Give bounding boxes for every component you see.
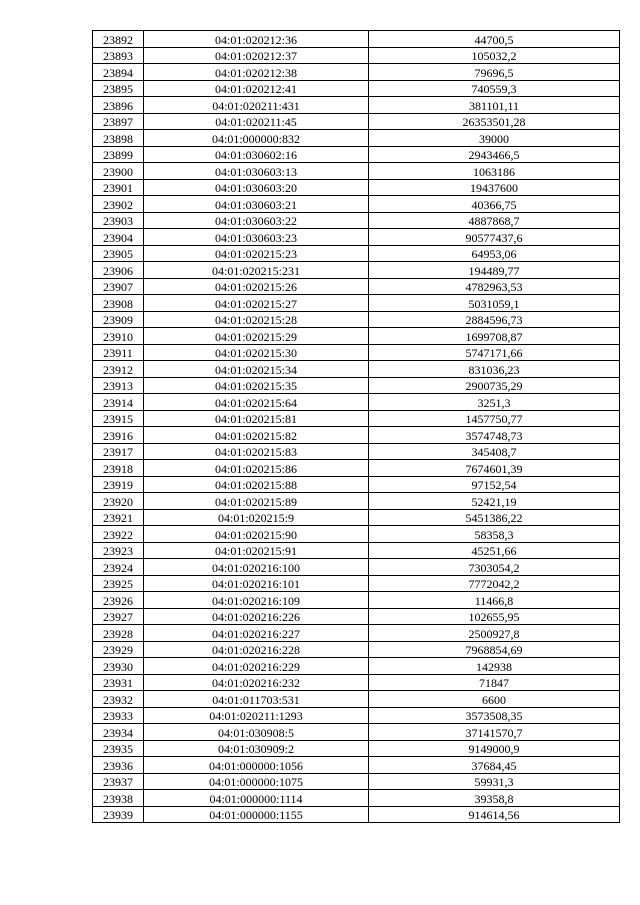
table-row [93,163,620,180]
value-cell: 7674601,39 [369,460,620,477]
cadastral-number-cell: 04:01:020215:28 [144,311,369,328]
value-cell: 102655,95 [369,608,620,625]
row-number-cell: 23912 [93,361,144,378]
table-row [93,113,620,130]
value-cell: 71847 [369,674,620,691]
cadastral-number-cell: 04:01:011703:531 [144,691,369,708]
cadastral-number-cell: 04:01:020216:109 [144,592,369,609]
table-row [93,592,620,609]
row-number-cell: 23893 [93,47,144,64]
value-cell: 2943466,5 [369,146,620,163]
cadastral-number-cell: 04:01:020216:227 [144,625,369,642]
row-number-cell: 23934 [93,724,144,741]
table-row [93,691,620,708]
value-cell: 1457750,77 [369,410,620,427]
cadastral-number-cell: 04:01:020215:88 [144,476,369,493]
table-row [93,641,620,658]
cadastral-number-cell: 04:01:020215:82 [144,427,369,444]
table-row [93,146,620,163]
row-number-cell: 23920 [93,493,144,510]
value-cell: 831036,23 [369,361,620,378]
row-number-cell: 23933 [93,707,144,724]
cadastral-number-cell: 04:01:020215:34 [144,361,369,378]
table-row [93,806,620,823]
row-number-cell: 23932 [93,691,144,708]
value-cell: 2884596,73 [369,311,620,328]
table-row [93,757,620,774]
cadastral-number-cell: 04:01:030602:16 [144,146,369,163]
row-number-cell: 23899 [93,146,144,163]
value-cell: 5451386,22 [369,509,620,526]
cadastral-number-cell: 04:01:000000:1075 [144,773,369,790]
table-row [93,278,620,295]
row-number-cell: 23930 [93,658,144,675]
value-cell: 3251,3 [369,394,620,411]
table-row [93,229,620,246]
table-row [93,344,620,361]
row-number-cell: 23903 [93,212,144,229]
row-number-cell: 23936 [93,757,144,774]
cadastral-number-cell: 04:01:020215:81 [144,410,369,427]
value-cell: 1063186 [369,163,620,180]
table-row [93,361,620,378]
row-number-cell: 23918 [93,460,144,477]
cadastral-number-cell: 04:01:020215:86 [144,460,369,477]
table-row [93,575,620,592]
value-cell: 2500927,8 [369,625,620,642]
value-cell: 37141570,7 [369,724,620,741]
row-number-cell: 23916 [93,427,144,444]
value-cell: 4887868,7 [369,212,620,229]
value-cell: 914614,56 [369,806,620,823]
row-number-cell: 23938 [93,790,144,807]
table-row [93,64,620,81]
value-cell: 79696,5 [369,64,620,81]
value-cell: 7303054,2 [369,559,620,576]
cadastral-number-cell: 04:01:020212:36 [144,31,369,48]
value-cell: 345408,7 [369,443,620,460]
value-cell: 3573508,35 [369,707,620,724]
table-row [93,773,620,790]
value-cell: 64953,06 [369,245,620,262]
row-number-cell: 23898 [93,130,144,147]
row-number-cell: 23927 [93,608,144,625]
row-number-cell: 23900 [93,163,144,180]
cadastral-number-cell: 04:01:020211:45 [144,113,369,130]
table-row [93,80,620,97]
row-number-cell: 23935 [93,740,144,757]
cadastral-number-cell: 04:01:030603:23 [144,229,369,246]
row-number-cell: 23894 [93,64,144,81]
table-row [93,542,620,559]
row-number-cell: 23924 [93,559,144,576]
table-row [93,740,620,757]
value-cell: 7772042,2 [369,575,620,592]
row-number-cell: 23905 [93,245,144,262]
table-row [93,130,620,147]
cadastral-number-cell: 04:01:020215:91 [144,542,369,559]
table-row [93,625,620,642]
value-cell: 6600 [369,691,620,708]
cadastral-number-cell: 04:01:020215:90 [144,526,369,543]
row-number-cell: 23914 [93,394,144,411]
cadastral-number-cell: 04:01:020216:226 [144,608,369,625]
value-cell: 59931,3 [369,773,620,790]
cadastral-number-cell: 04:01:020212:38 [144,64,369,81]
value-cell: 7968854,69 [369,641,620,658]
row-number-cell: 23911 [93,344,144,361]
row-number-cell: 23896 [93,97,144,114]
cadastral-number-cell: 04:01:020215:29 [144,328,369,345]
value-cell: 3574748,73 [369,427,620,444]
table-row [93,427,620,444]
cadastral-number-cell: 04:01:020216:101 [144,575,369,592]
table-row [93,212,620,229]
table-row [93,443,620,460]
cadastral-number-cell: 04:01:020215:35 [144,377,369,394]
row-number-cell: 23913 [93,377,144,394]
value-cell: 26353501,28 [369,113,620,130]
table-row [93,460,620,477]
row-number-cell: 23902 [93,196,144,213]
row-number-cell: 23921 [93,509,144,526]
row-number-cell: 23937 [93,773,144,790]
table-row [93,262,620,279]
row-number-cell: 23904 [93,229,144,246]
value-cell: 19437600 [369,179,620,196]
cadastral-number-cell: 04:01:020215:9 [144,509,369,526]
row-number-cell: 23926 [93,592,144,609]
value-cell: 740559,3 [369,80,620,97]
value-cell: 1699708,87 [369,328,620,345]
table-row [93,707,620,724]
cadastral-value-table [92,30,620,823]
cadastral-number-cell: 04:01:020215:64 [144,394,369,411]
value-cell: 52421,19 [369,493,620,510]
cadastral-number-cell: 04:01:020215:231 [144,262,369,279]
value-cell: 5031059,1 [369,295,620,312]
cadastral-number-cell: 04:01:000000:832 [144,130,369,147]
row-number-cell: 23919 [93,476,144,493]
table-row [93,493,620,510]
cadastral-number-cell: 04:01:020215:23 [144,245,369,262]
cadastral-number-cell: 04:01:030909:2 [144,740,369,757]
row-number-cell: 23910 [93,328,144,345]
row-number-cell: 23929 [93,641,144,658]
value-cell: 44700,5 [369,31,620,48]
row-number-cell: 23897 [93,113,144,130]
table-row [93,377,620,394]
table-row [93,509,620,526]
cadastral-number-cell: 04:01:030603:20 [144,179,369,196]
row-number-cell: 23922 [93,526,144,543]
table-row [93,295,620,312]
value-cell: 40366,75 [369,196,620,213]
cadastral-number-cell: 04:01:020216:100 [144,559,369,576]
table-row [93,410,620,427]
table-row [93,97,620,114]
value-cell: 2900735,29 [369,377,620,394]
cadastral-number-cell: 04:01:020212:37 [144,47,369,64]
cadastral-number-cell: 04:01:020212:41 [144,80,369,97]
row-number-cell: 23915 [93,410,144,427]
table-row [93,196,620,213]
row-number-cell: 23906 [93,262,144,279]
value-cell: 97152,54 [369,476,620,493]
value-cell: 90577437,6 [369,229,620,246]
cadastral-number-cell: 04:01:000000:1056 [144,757,369,774]
cadastral-number-cell: 04:01:020215:26 [144,278,369,295]
row-number-cell: 23895 [93,80,144,97]
table-row [93,658,620,675]
cadastral-number-cell: 04:01:020216:229 [144,658,369,675]
cadastral-number-cell: 04:01:030603:21 [144,196,369,213]
table-row [93,47,620,64]
row-number-cell: 23923 [93,542,144,559]
row-number-cell: 23907 [93,278,144,295]
value-cell: 39358,8 [369,790,620,807]
table-row [93,559,620,576]
value-cell: 5747171,66 [369,344,620,361]
table-row [93,179,620,196]
value-cell: 45251,66 [369,542,620,559]
row-number-cell: 23892 [93,31,144,48]
row-number-cell: 23931 [93,674,144,691]
cadastral-number-cell: 04:01:000000:1114 [144,790,369,807]
cadastral-number-cell: 04:01:020215:30 [144,344,369,361]
value-cell: 39000 [369,130,620,147]
cadastral-number-cell: 04:01:030603:13 [144,163,369,180]
cadastral-number-cell: 04:01:030603:22 [144,212,369,229]
cadastral-number-cell: 04:01:030908:5 [144,724,369,741]
value-cell: 11466,8 [369,592,620,609]
value-cell: 37684,45 [369,757,620,774]
table-row [93,526,620,543]
cadastral-number-cell: 04:01:020211:431 [144,97,369,114]
table-row [93,328,620,345]
row-number-cell: 23939 [93,806,144,823]
cadastral-number-cell: 04:01:020211:1293 [144,707,369,724]
cadastral-number-cell: 04:01:020216:232 [144,674,369,691]
value-cell: 4782963,53 [369,278,620,295]
cadastral-number-cell: 04:01:020215:27 [144,295,369,312]
value-cell: 194489,77 [369,262,620,279]
cadastral-number-cell: 04:01:000000:1155 [144,806,369,823]
row-number-cell: 23925 [93,575,144,592]
value-cell: 58358,3 [369,526,620,543]
cadastral-number-cell: 04:01:020216:228 [144,641,369,658]
cadastral-number-cell: 04:01:020215:83 [144,443,369,460]
row-number-cell: 23917 [93,443,144,460]
row-number-cell: 23901 [93,179,144,196]
value-cell: 381101,11 [369,97,620,114]
cadastral-number-cell: 04:01:020215:89 [144,493,369,510]
value-cell: 9149000,9 [369,740,620,757]
table-row [93,608,620,625]
value-cell: 105032,2 [369,47,620,64]
table-row [93,245,620,262]
table-body [93,31,620,823]
row-number-cell: 23909 [93,311,144,328]
value-cell: 142938 [369,658,620,675]
table-row [93,311,620,328]
table-row [93,724,620,741]
row-number-cell: 23908 [93,295,144,312]
table-row [93,476,620,493]
row-number-cell: 23928 [93,625,144,642]
table-row [93,394,620,411]
table-row [93,31,620,48]
table-row [93,674,620,691]
table-row [93,790,620,807]
